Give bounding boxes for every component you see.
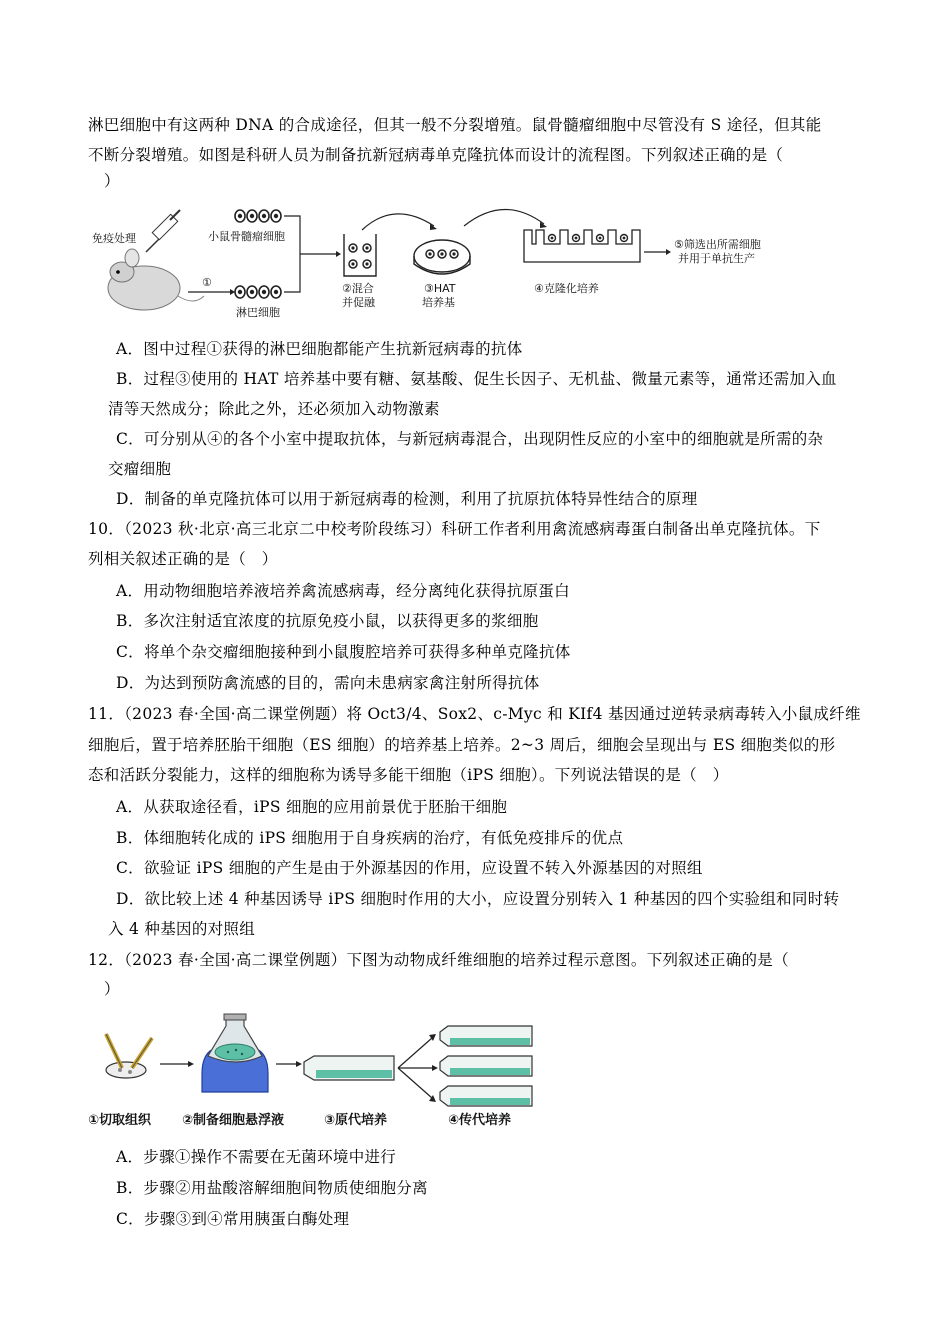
q12-stem-2: ） — [104, 980, 120, 998]
q11-stem-1: 11．（2023 春·全国·高二课堂例题）将 Oct3/4、Sox2、c-Myc 和 KIf4 基因通过逆转录病毒转入小鼠成纤维 — [88, 705, 861, 723]
q10-stem-1: 10．（2023 秋·北京·高三北京二中校考阶段练习）科研工作者利用禽流感病毒蛋白制备出单克隆抗体。下 — [88, 520, 821, 538]
lymph-cells — [235, 286, 281, 298]
q9-option-a: A．图中过程①获得的淋巴细胞都能产生抗新冠病毒的抗体 — [116, 340, 523, 358]
q10-option-a: A．用动物细胞培养液培养禽流感病毒，经分离纯化获得抗原蛋白 — [116, 582, 570, 600]
q12-option-a: A．步骤①操作不需要在无菌环境中进行 — [116, 1148, 397, 1166]
label-step5a: ⑤筛选出所需细胞 — [674, 238, 761, 251]
q11-option-b: B．体细胞转化成的 iPS 细胞用于自身疾病的治疗，有低免疫排斥的优点 — [116, 829, 624, 847]
q11-stem-2: 细胞后，置于培养胚胎干细胞（ES 细胞）的培养基上培养。2~3 周后，细胞会呈现出与 ES 细胞类似的形 — [88, 736, 836, 754]
q10-option-c: C．将单个杂交瘤细胞接种到小鼠腹腔培养可获得多种单克隆抗体 — [116, 643, 571, 661]
q10-stem-2: 列相关叙述正确的是（ ） — [88, 550, 278, 568]
label-step1: ① — [202, 276, 212, 289]
q11-option-a: A．从获取途径看，iPS 细胞的应用前景优于胚胎干细胞 — [116, 798, 508, 816]
q12-option-b: B．步骤②用盐酸溶解细胞间物质使细胞分离 — [116, 1179, 428, 1197]
primary-culture-flask — [304, 1056, 394, 1080]
label-myeloma: 小鼠骨髓瘤细胞 — [208, 230, 285, 243]
label-immunize: 免疫处理 — [92, 232, 136, 245]
label-primary-culture: ③原代培养 — [324, 1113, 388, 1128]
q9-option-c: C．可分别从④的各个小室中提取抗体，与新冠病毒混合，出现阴性反应的小室中的细胞就是所需的杂 — [116, 430, 824, 448]
label-subculture: ④传代培养 — [448, 1113, 512, 1128]
q11-option-c: C．欲验证 iPS 细胞的产生是由于外源基因的作用，应设置不转入外源基因的对照组 — [116, 859, 703, 877]
q10-option-b: B．多次注射适宜浓度的抗原免疫小鼠，以获得更多的浆细胞 — [116, 612, 539, 630]
q12-stem-1: 12．（2023 春·全国·高二课堂例题）下图为动物成纤维细胞的培养过程示意图。下列叙述正确的是（ — [88, 951, 789, 969]
label-step2a: ②混合 — [342, 282, 374, 295]
figure-monoclonal-antibody-flow — [92, 200, 784, 322]
cutting-tissue-illustration — [106, 1034, 152, 1078]
q11-stem-3: 态和活跃分裂能力，这样的细胞称为诱导多能干细胞（iPS 细胞）。下列说法错误的是（ ） — [88, 766, 729, 784]
q12-option-c: C．步骤③到④常用胰蛋白酶处理 — [116, 1210, 350, 1228]
q11-option-d-cont: 入 4 种基因的对照组 — [108, 920, 256, 938]
figure-fibroblast-culture — [86, 1012, 546, 1132]
q9-option-b: B．过程③使用的 HAT 培养基中要有糖、氨基酸、促生长因子、无机盐、微量元素等，通常还需加入血 — [116, 370, 837, 388]
label-step4: ④克隆化培养 — [534, 282, 599, 295]
label-step2b: 并促融 — [342, 296, 375, 309]
q9-option-b-cont: 清等天然成分；除此之外，还必须加入动物激素 — [108, 400, 440, 418]
fusion-tube — [344, 234, 376, 276]
label-lymph: 淋巴细胞 — [236, 306, 280, 319]
subculture-flasks — [440, 1026, 532, 1106]
q11-option-d: D．欲比较上述 4 种基因诱导 iPS 细胞时作用的大小，应设置分别转入 1 种基因的四个实验组和同时转 — [116, 890, 840, 908]
myeloma-cells — [235, 210, 281, 222]
q10-option-d: D．为达到预防禽流感的目的，需向未患病家禽注射所得抗体 — [116, 674, 540, 692]
syringe-icon — [146, 210, 180, 252]
label-cell-suspension: ②制备细胞悬浮液 — [182, 1113, 285, 1128]
label-step5b: 并用于单抗生产 — [678, 252, 755, 265]
intro-line-2: 不断分裂增殖。如图是科研人员为制备抗新冠病毒单克隆抗体而设计的流程图。下列叙述正确的是（ — [88, 146, 784, 164]
hat-dish — [414, 240, 470, 274]
q9-option-c-cont: 交瘤细胞 — [108, 460, 172, 478]
label-cut-tissue: ①切取组织 — [88, 1113, 152, 1128]
label-step3a: ③HAT — [424, 282, 456, 295]
cloning-plate — [524, 230, 640, 262]
mouse-illustration — [108, 249, 204, 310]
intro-line-3: ） — [104, 172, 120, 190]
flask-stirrer-illustration — [202, 1014, 268, 1092]
q9-option-d: D．制备的单克隆抗体可以用于新冠病毒的检测，利用了抗原抗体特异性结合的原理 — [116, 490, 698, 508]
intro-line-1: 淋巴细胞中有这两种 DNA 的合成途径，但其一般不分裂增殖。鼠骨髓瘤细胞中尽管没有 S 途径，但其能 — [88, 116, 822, 134]
label-step3b: 培养基 — [422, 296, 455, 309]
